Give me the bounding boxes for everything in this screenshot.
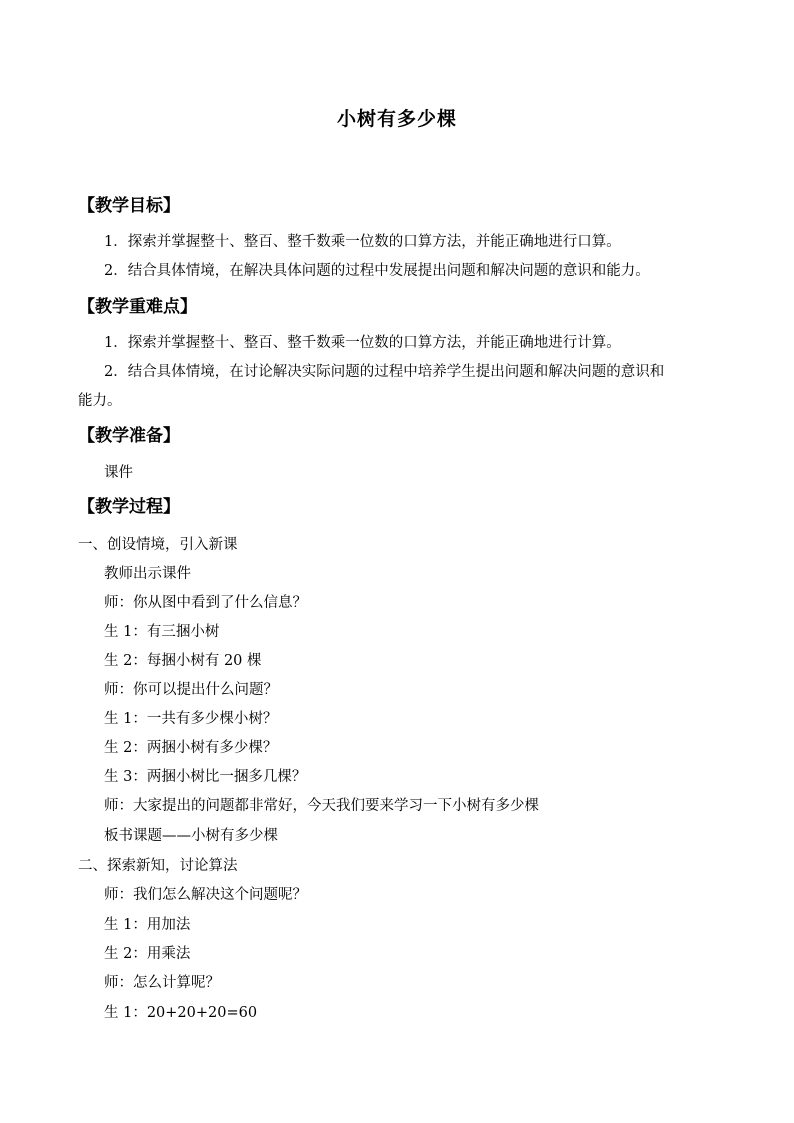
- heading-key-points: 【教学重难点】: [78, 297, 197, 317]
- process-line: 生 3：两捆小树比一捆多几棵？: [104, 769, 307, 785]
- process-line: 生 2：两捆小树有多少棵？: [104, 740, 278, 756]
- heading-teaching-goals: 【教学目标】: [78, 196, 180, 216]
- key-point-item-2-continuation: 能力。: [78, 393, 122, 409]
- document-title: 小树有多少棵: [336, 108, 457, 130]
- process-part2-title: 二、探索新知，讨论算法: [78, 858, 238, 874]
- key-point-item-2-text: 2．结合具体情境，在讨论解决实际问题的过程中培养学生提出问题和解决问题的意识和: [104, 364, 665, 380]
- process-line: 师：你可以提出什么问题？: [104, 682, 278, 698]
- process-part1-title: 一、创设情境，引入新课: [78, 537, 238, 553]
- process-line: 生 2：用乘法: [104, 946, 191, 962]
- process-line: 师：大家提出的问题都非常好，今天我们要来学习一下小树有多少棵: [104, 798, 539, 814]
- heading-preparation: 【教学准备】: [78, 426, 180, 446]
- process-line: 生 1：有三捆小树: [104, 624, 220, 640]
- process-line: 生 1：20+20+20=60: [104, 1005, 258, 1021]
- process-line: 生 1：用加法: [104, 917, 191, 933]
- key-point-item-2-line: [104, 358, 664, 387]
- preparation-text: 课件: [104, 465, 133, 481]
- process-line: 生 2：每捆小树有 20 棵: [104, 653, 262, 669]
- process-line: 师：怎么计算呢？: [104, 975, 220, 991]
- goal-item-1: 1．探索并掌握整十、整百、整千数乘一位数的口算方法，并能正确地进行口算。: [104, 234, 621, 250]
- heading-process: 【教学过程】: [78, 497, 180, 517]
- process-line: 师：我们怎么解决这个问题呢？: [104, 887, 307, 903]
- process-line: 师：你从图中看到了什么信息？: [104, 595, 307, 611]
- key-point-item-1: 1．探索并掌握整十、整百、整千数乘一位数的口算方法，并能正确地进行计算。: [104, 335, 621, 351]
- process-line: 教师出示课件: [104, 566, 191, 582]
- process-line: 生 1：一共有多少棵小树？: [104, 711, 278, 727]
- process-line: 板书课题——小树有多少棵: [104, 828, 278, 844]
- goal-item-2: 2．结合具体情境，在解决具体问题的过程中发展提出问题和解决问题的意识和能力。: [104, 263, 650, 279]
